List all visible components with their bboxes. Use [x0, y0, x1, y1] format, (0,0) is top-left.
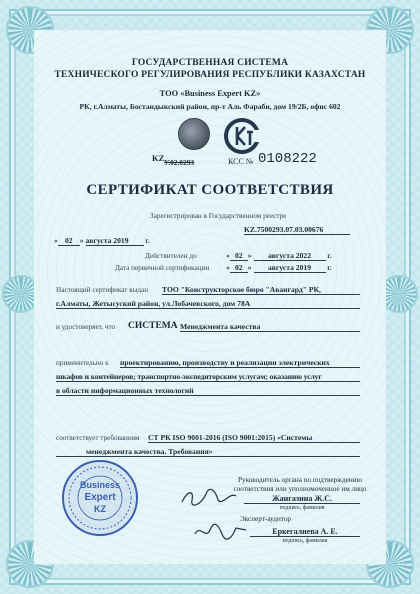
first-cert-row	[226, 263, 332, 273]
expert-sub-caption: подпись, фамилия	[282, 538, 328, 544]
registered-month-year: августа 2019	[86, 236, 144, 246]
registry-number: KZ.7500293.07.03.00676	[244, 225, 350, 235]
accreditation-emblem-icon	[178, 118, 210, 150]
issuer-name: ТОО «Business Expert KZ»	[159, 89, 261, 98]
registered-day: 02	[58, 236, 80, 246]
expert-signature	[192, 522, 248, 542]
quote-close: »	[247, 251, 252, 260]
issued-to-line-2: г.Алматы, Жетысуский район, ул.Лобачевского, дом 78А	[56, 299, 360, 309]
expert-name: Еркегалиева А. Е.	[250, 527, 360, 537]
standard-line-2: менеджмента качества. Требования»	[56, 447, 360, 457]
stamp-line-3: KZ	[94, 504, 106, 514]
valid-until-label: Действителен до	[145, 252, 197, 260]
head-name: Жангазина Ж.С.	[244, 494, 360, 504]
quote-open: «	[226, 263, 230, 272]
kz-code-number: У.02.0293	[164, 158, 195, 167]
standard-line-1: СТ РК ISO 9001-2016 (ISO 9001:2015) «Системы	[148, 433, 360, 443]
head-signature	[178, 486, 240, 508]
system-word: СИСТЕМА	[128, 321, 178, 331]
expert-caption: Эксперт-аудитор	[240, 515, 292, 523]
header-line-1: ГОСУДАРСТВЕННАЯ СИСТЕМА	[131, 58, 289, 68]
year-suffix: г.	[327, 264, 332, 272]
certifies-label: и удостоверяет, что	[56, 323, 116, 331]
year-suffix: г.	[145, 237, 150, 245]
valid-until-row	[226, 251, 332, 261]
applied-label: применительно к	[56, 359, 109, 367]
scope-line-1: проектированию, производству и реализации электрических	[120, 358, 360, 368]
scope-line-2: шкафов и контейнеров; транспортно-экспедиторским услугам; оказанию услуг	[56, 372, 360, 382]
head-caption-line-1: Руководитель органа по подтверждению	[238, 476, 362, 484]
certificate-title: СЕРТИФИКАТ СООТВЕТСТВИЯ	[86, 182, 334, 198]
issued-to-label: Настоящий сертификат выдан	[56, 286, 149, 294]
registered-date-row	[54, 236, 150, 246]
kc-conformity-mark-icon	[222, 116, 262, 156]
complies-label: соответствует требованиям	[56, 434, 140, 442]
header-line-2: ТЕХНИЧЕСКОГО РЕГУЛИРОВАНИЯ РЕСПУБЛИКИ КАЗАХСТАН	[54, 70, 366, 80]
first-cert-label: Дата первичной сертификации	[115, 264, 210, 272]
quote-close: »	[247, 263, 252, 272]
registry-label: Зарегистрирован в Государственном реестре	[150, 212, 287, 220]
kz-code-prefix: KZ	[152, 153, 165, 163]
valid-until-day: 02	[230, 251, 248, 261]
quote-close: »	[79, 236, 84, 245]
quote-open: «	[54, 236, 58, 245]
company-stamp	[60, 458, 140, 538]
first-cert-month-year: августа 2019	[254, 263, 326, 273]
stamp-line-1: Business	[79, 480, 121, 490]
issued-to-line-1: ТОО "Конструкторское бюро "Авангард" РК,	[162, 285, 360, 295]
stamp-line-2: Expert	[84, 492, 116, 503]
year-suffix: г.	[327, 252, 332, 260]
head-sub-caption: подпись, фамилия	[279, 505, 325, 511]
scope-line-3: в области информационных технологий	[56, 386, 360, 396]
issuer-address: РК, г.Алматы, Бостандыкский район, пр-т Аль Фараби, дом 19/2Б, офис 602	[79, 102, 341, 111]
system-name: Менеджмента качества	[180, 322, 360, 332]
kss-label: КСС №	[228, 157, 254, 166]
first-cert-day: 02	[230, 263, 248, 273]
valid-until-month-year: августа 2022	[254, 251, 326, 261]
kss-number: 0108222	[258, 151, 317, 167]
quote-open: «	[226, 251, 230, 260]
head-caption-line-2: соответствия или уполномоченное им лицо	[233, 485, 367, 493]
